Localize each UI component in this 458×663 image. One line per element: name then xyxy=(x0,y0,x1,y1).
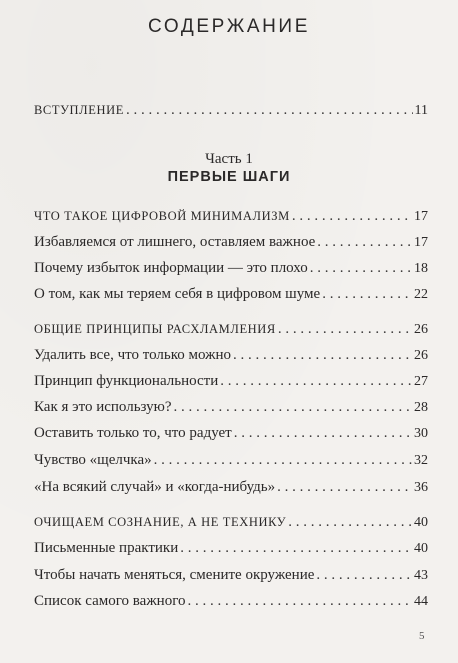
leader-dots xyxy=(180,539,412,557)
leader-dots xyxy=(288,513,412,531)
toc-entry-page: 17 xyxy=(414,235,428,250)
toc-entry xyxy=(34,372,428,391)
toc-entry-page: 30 xyxy=(414,426,428,441)
toc-entry-page: 40 xyxy=(414,515,428,530)
leader-dots xyxy=(233,346,412,364)
toc-entry-label: ОЧИЩАЕМ СОЗНАНИЕ, А НЕ ТЕХНИКУ xyxy=(34,515,287,529)
toc-entry-page: 27 xyxy=(414,374,428,389)
toc-entry xyxy=(34,207,428,226)
toc-entry xyxy=(34,285,428,304)
toc-entry-label: Принцип функциональности xyxy=(34,373,219,389)
toc-entry-label: О том, как мы теряем себя в цифровом шуме xyxy=(34,286,321,302)
toc-entry xyxy=(34,451,428,470)
toc-entry-page: 44 xyxy=(414,594,428,609)
leader-dots xyxy=(234,424,412,442)
contents-title: СОДЕРЖАНИЕ xyxy=(148,16,310,37)
toc-entry xyxy=(34,513,428,532)
leader-dots xyxy=(292,207,412,225)
toc-entry-label: Оставить только то, что радует xyxy=(34,425,232,441)
toc-entry-label: Чувство «щелчка» xyxy=(34,452,152,468)
leader-dots xyxy=(278,320,412,338)
leader-dots xyxy=(126,101,413,119)
leader-dots xyxy=(188,592,413,610)
toc-entry xyxy=(34,592,428,611)
toc-entry-page: 28 xyxy=(414,400,428,415)
page-number: 5 xyxy=(419,630,425,642)
toc-entry-label: ЧТО ТАКОЕ ЦИФРОВОЙ МИНИМАЛИЗМ xyxy=(34,209,290,223)
toc-entry-page: 17 xyxy=(414,209,428,224)
toc-entry xyxy=(34,398,428,417)
toc-entry-label: Удалить все, что только можно xyxy=(34,347,232,363)
toc-entry-label: Почему избыток информации — это плохо xyxy=(34,260,308,276)
leader-dots xyxy=(174,398,412,416)
toc-entry-label: «На всякий случай» и «когда-нибудь» xyxy=(34,479,276,495)
part-title: ПЕРВЫЕ ШАГИ xyxy=(167,169,291,185)
toc-entry xyxy=(34,346,428,365)
leader-dots xyxy=(220,372,412,390)
toc-entry-page: 40 xyxy=(414,541,428,556)
leader-dots xyxy=(317,233,412,251)
toc-entry-page: 36 xyxy=(414,480,428,495)
toc-entry-page: 18 xyxy=(414,261,428,276)
toc-entry xyxy=(34,424,428,443)
toc-entry-intro xyxy=(34,101,428,120)
toc-entry-label: Избавляемся от лишнего, оставляем важное xyxy=(34,234,316,250)
toc-entry xyxy=(34,259,428,278)
toc-entry-label: ОБЩИЕ ПРИНЦИПЫ РАСХЛАМЛЕНИЯ xyxy=(34,322,276,336)
leader-dots xyxy=(277,478,412,496)
toc-entry xyxy=(34,566,428,585)
leader-dots xyxy=(154,451,412,469)
toc-entry-page: 43 xyxy=(414,568,428,583)
toc-entry-page: 26 xyxy=(414,322,428,337)
toc-entry-label: Чтобы начать меняться, смените окружение xyxy=(34,567,315,583)
leader-dots xyxy=(310,259,412,277)
toc-entry xyxy=(34,539,428,558)
part-number: Часть 1 xyxy=(205,151,253,167)
leader-dots xyxy=(322,285,412,303)
toc-entry xyxy=(34,233,428,252)
toc-entry-label: ВСТУПЛЕНИЕ xyxy=(34,103,124,117)
toc-entry xyxy=(34,478,428,497)
toc-entry-label: Как я это использую? xyxy=(34,399,172,415)
toc-entry-label: Письменные практики xyxy=(34,540,179,556)
toc-entry-page: 26 xyxy=(414,348,428,363)
toc-entry xyxy=(34,320,428,339)
toc-entry-label: Список самого важного xyxy=(34,593,186,609)
toc-entry-page: 32 xyxy=(414,453,428,468)
toc-entry-page: 11 xyxy=(414,103,428,118)
toc-entry-page: 22 xyxy=(414,287,428,302)
leader-dots xyxy=(316,566,412,584)
